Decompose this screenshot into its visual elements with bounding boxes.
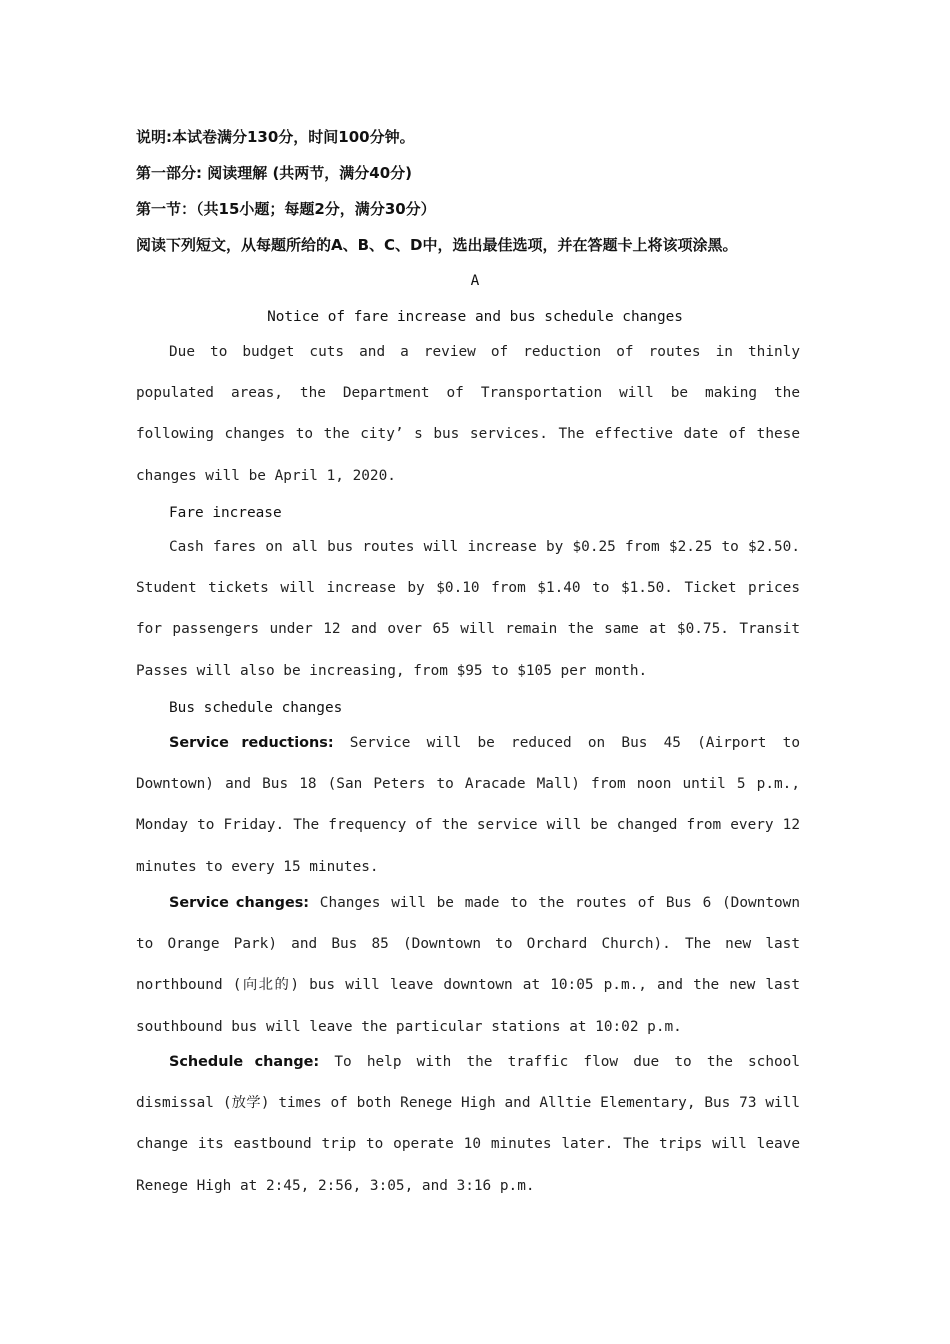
intro-paragraph: Due to budget cuts and a review of reduction of routes in thinly populated areas, the Department of Transportation will be making the following changes to the city’ s bus services. The effective date of these changes will be April 1, 2020. [136, 344, 800, 484]
service-changes-paragraph [136, 883, 800, 1048]
schedule-change-paragraph [136, 1042, 800, 1207]
schedule-changes-heading: Bus schedule changes [169, 700, 343, 716]
service-reductions-label: Service reductions: [169, 735, 334, 751]
reading-directions: 阅读下列短文，从每题所给的A、B、C、D中，选出最佳选项，并在答题卡上将该项涂黑。 [136, 236, 738, 254]
service-reductions-paragraph [136, 723, 800, 888]
schedule-change-text: To help with the traffic flow due to the school dismissal (放学) times of both Renege High and Alltie Elementary, Bus 73 will change its eastbound trip to operate 10 minutes later. The trips will leave Renege High at 2:45, 2:56, 3:05, and 3:16 p.m. [136, 1054, 800, 1194]
section-one-heading: 第一节：（共15小题；每题2分，满分30分） [136, 200, 436, 218]
passage-title: Notice of fare increase and bus schedule changes [267, 309, 683, 325]
service-reductions-text: Service will be reduced on Bus 45 (Airport to Downtown) and Bus 18 (San Peters to Aracade Mall) from noon until 5 p.m., Monday to Friday. The frequency of the service will be changed from every 12 minutes to every 15 minutes. [136, 735, 800, 875]
service-changes-label: Service changes: [169, 895, 310, 911]
exam-note: 说明:本试卷满分130分，时间100分钟。 [136, 128, 415, 146]
passage-label: A [470, 273, 480, 289]
part-one-heading: 第一部分: 阅读理解 (共两节，满分40分) [136, 164, 413, 182]
fare-increase-heading: Fare increase [169, 505, 282, 521]
service-changes-text: Changes will be made to the routes of Bus 6 (Downtown to Orange Park) and Bus 85 (Downtown to Orchard Church). The new last northbound (向北的) bus will leave downtown at 10:05 p.m., and the new last southbound bus will leave the particular stations at 10:02 p.m. [136, 895, 800, 1035]
schedule-change-label: Schedule change: [169, 1054, 320, 1070]
fare-paragraph: Cash fares on all bus routes will increase by $0.25 from $2.25 to $2.50. Student tickets will increase by $0.10 from $1.40 to $1.50. Ticket prices for passengers under 12 and over 65 will remain the same at $0.75. Transit Passes will also be increasing, from $95 to $105 per month. [136, 539, 800, 679]
